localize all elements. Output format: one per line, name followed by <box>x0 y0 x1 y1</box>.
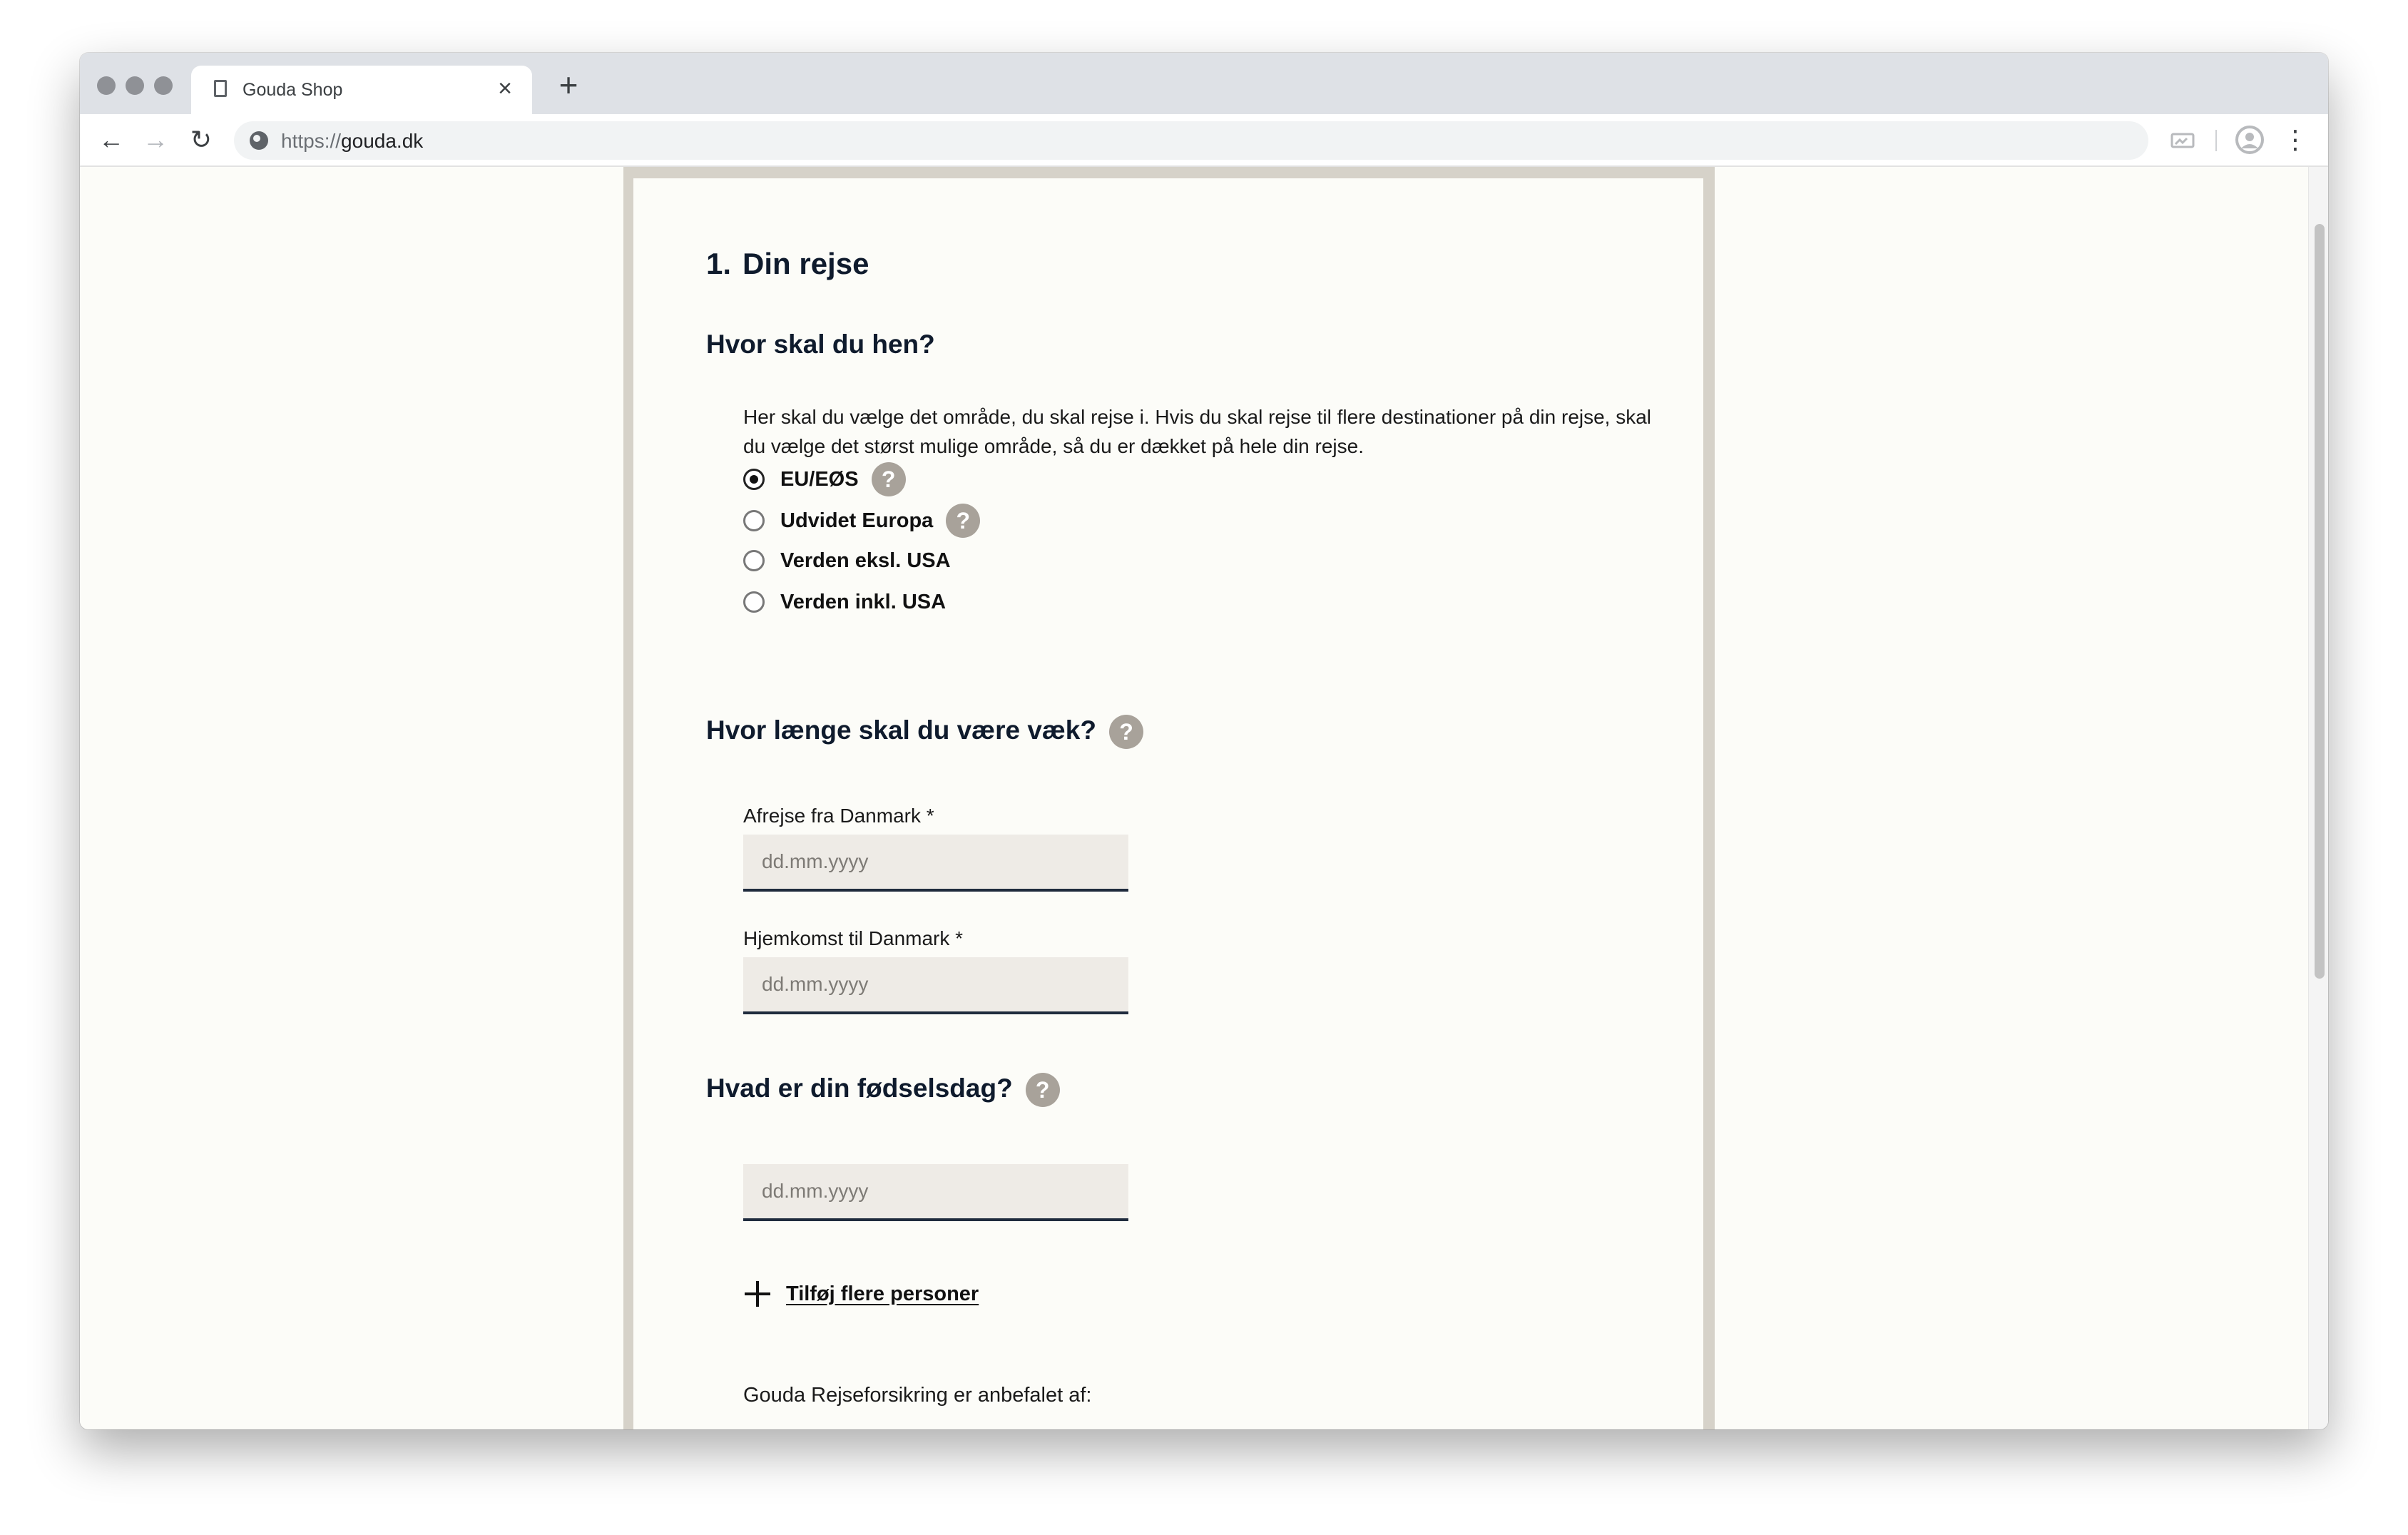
radio-button[interactable] <box>743 550 765 571</box>
radio-button[interactable] <box>743 469 765 490</box>
help-icon[interactable]: ? <box>946 504 980 538</box>
add-persons-label[interactable]: Tilføj flere personer <box>786 1282 979 1305</box>
radio-label: Verden inkl. USA <box>780 590 947 613</box>
duration-question: Hvor længe skal du være væk? ? <box>706 715 1143 749</box>
add-persons-link[interactable] <box>743 1280 979 1308</box>
menu-icon[interactable]: ⋮ <box>2282 125 2308 154</box>
forward-arrow-icon[interactable]: → <box>143 125 168 154</box>
help-icon[interactable]: ? <box>1026 1073 1060 1107</box>
vertical-scrollbar[interactable] <box>2308 167 2328 1429</box>
departure-date-input[interactable] <box>743 835 1128 892</box>
minimize-window-button[interactable] <box>126 76 144 95</box>
address-bar[interactable] <box>234 121 2148 160</box>
section-heading: 1. Din rejse <box>706 247 869 280</box>
radio-button[interactable] <box>743 510 765 531</box>
return-date-input[interactable] <box>743 957 1128 1014</box>
radio-option-eu-eos[interactable] <box>743 461 906 497</box>
maximize-window-button[interactable] <box>154 76 173 95</box>
close-window-button[interactable] <box>97 76 116 95</box>
cast-icon[interactable] <box>2170 123 2195 157</box>
plus-icon <box>743 1280 772 1308</box>
browser-tab[interactable] <box>191 66 532 114</box>
toolbar-divider <box>2215 130 2217 151</box>
radio-option-udvidet-europa[interactable] <box>743 503 980 539</box>
document-icon <box>214 80 227 97</box>
reload-icon[interactable]: ↻ <box>190 125 213 154</box>
browser-window <box>80 53 2328 1429</box>
tab-strip <box>80 53 2328 114</box>
tab-title: Gouda Shop <box>243 80 343 100</box>
radio-option-verden-eksl-usa[interactable] <box>743 543 951 578</box>
recommended-by-text: Gouda Rejseforsikring er anbefalet af: <box>743 1384 1092 1407</box>
radio-option-verden-inkl-usa[interactable] <box>743 584 946 620</box>
destination-description: Her skal du vælge det område, du skal rejse i. Hvis du skal rejse til flere destinationer på din rejse, skal du vælge det størst mulige område, så du er dækket på hele din rejse. <box>743 406 1652 457</box>
help-icon[interactable]: ? <box>872 462 906 496</box>
scrollbar-thumb[interactable] <box>2315 224 2325 979</box>
destination-question: Hvor skal du hen? <box>706 330 935 359</box>
close-icon[interactable]: × <box>498 75 512 102</box>
birthday-date-input[interactable] <box>743 1164 1128 1221</box>
browser-toolbar <box>80 114 2328 167</box>
profile-avatar-icon[interactable] <box>2234 123 2265 157</box>
birthday-question: Hvad er din fødselsdag? ? <box>706 1073 1060 1107</box>
radio-label: Verden eksl. USA <box>780 549 951 572</box>
help-icon[interactable]: ? <box>1109 715 1143 749</box>
return-label: Hjemkomst til Danmark * <box>743 927 964 949</box>
radio-label: Udvidet Europa <box>780 509 934 532</box>
radio-label: EU/EØS <box>780 467 859 491</box>
page-viewport <box>80 167 2308 1429</box>
travel-form <box>633 178 1703 1429</box>
radio-button[interactable] <box>743 591 765 613</box>
url-text: https://gouda.dk <box>281 130 424 152</box>
site-info-icon[interactable] <box>250 131 268 150</box>
new-tab-button[interactable]: + <box>558 66 578 103</box>
back-arrow-icon[interactable]: ← <box>98 125 124 154</box>
departure-label: Afrejse fra Danmark * <box>743 805 934 827</box>
